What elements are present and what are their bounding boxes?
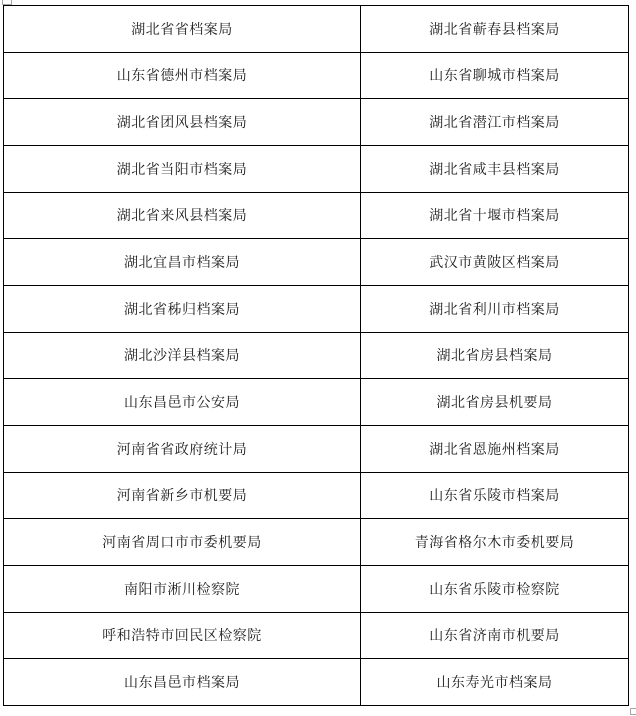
table-cell[interactable]: 山东省济南市机要局	[361, 612, 629, 659]
table-cell[interactable]: 湖北省咸丰县档案局	[361, 145, 629, 192]
table-cell[interactable]: 武汉市黄陂区档案局	[361, 239, 629, 286]
table-cell[interactable]: 湖北省潜江市档案局	[361, 99, 629, 146]
table-row	[4, 285, 629, 332]
table-cell[interactable]: 南阳市淅川检察院	[4, 565, 361, 612]
table-cell[interactable]: 山东省乐陵市档案局	[361, 472, 629, 519]
data-table	[3, 5, 629, 706]
table-row	[4, 519, 629, 566]
table-cell[interactable]: 山东寿光市档案局	[361, 659, 629, 706]
table-row	[4, 425, 629, 472]
table-row	[4, 565, 629, 612]
table-cell[interactable]: 山东省聊城市档案局	[361, 52, 629, 99]
table-cell[interactable]: 山东昌邑市公安局	[4, 379, 361, 426]
table-row	[4, 52, 629, 99]
table-cell[interactable]: 湖北省团风县档案局	[4, 99, 361, 146]
table-row	[4, 612, 629, 659]
table-cell[interactable]: 湖北省房县档案局	[361, 332, 629, 379]
table-row	[4, 145, 629, 192]
table-cell[interactable]: 呼和浩特市回民区检察院	[4, 612, 361, 659]
table-cell[interactable]: 湖北沙洋县档案局	[4, 332, 361, 379]
table-cell[interactable]: 青海省格尔木市委机要局	[361, 519, 629, 566]
table-cell[interactable]: 湖北省来风县档案局	[4, 192, 361, 239]
table-row	[4, 659, 629, 706]
table-cell[interactable]: 山东省德州市档案局	[4, 52, 361, 99]
table-cell[interactable]: 湖北省恩施州档案局	[361, 425, 629, 472]
table-row	[4, 379, 629, 426]
table-cell[interactable]: 山东省乐陵市检察院	[361, 565, 629, 612]
table-cell[interactable]: 湖北省十堰市档案局	[361, 192, 629, 239]
table-cell[interactable]: 湖北省省档案局	[4, 6, 361, 53]
table-cell[interactable]: 湖北省当阳市档案局	[4, 145, 361, 192]
table-row	[4, 239, 629, 286]
table-cell[interactable]: 河南省省政府统计局	[4, 425, 361, 472]
table-resize-handle[interactable]	[630, 708, 636, 715]
table-row	[4, 472, 629, 519]
table-cell[interactable]: 湖北省秭归档案局	[4, 285, 361, 332]
table-cell[interactable]: 湖北宜昌市档案局	[4, 239, 361, 286]
table-cell[interactable]: 河南省新乡市机要局	[4, 472, 361, 519]
table-cell[interactable]: 山东昌邑市档案局	[4, 659, 361, 706]
table-row	[4, 332, 629, 379]
table-cell[interactable]: 湖北省蕲春县档案局	[361, 6, 629, 53]
table-cell[interactable]: 河南省周口市市委机要局	[4, 519, 361, 566]
table-row	[4, 99, 629, 146]
table-cell[interactable]: 湖北省利川市档案局	[361, 285, 629, 332]
table-row	[4, 192, 629, 239]
table-cell[interactable]: 湖北省房县机要局	[361, 379, 629, 426]
table-row	[4, 6, 629, 53]
